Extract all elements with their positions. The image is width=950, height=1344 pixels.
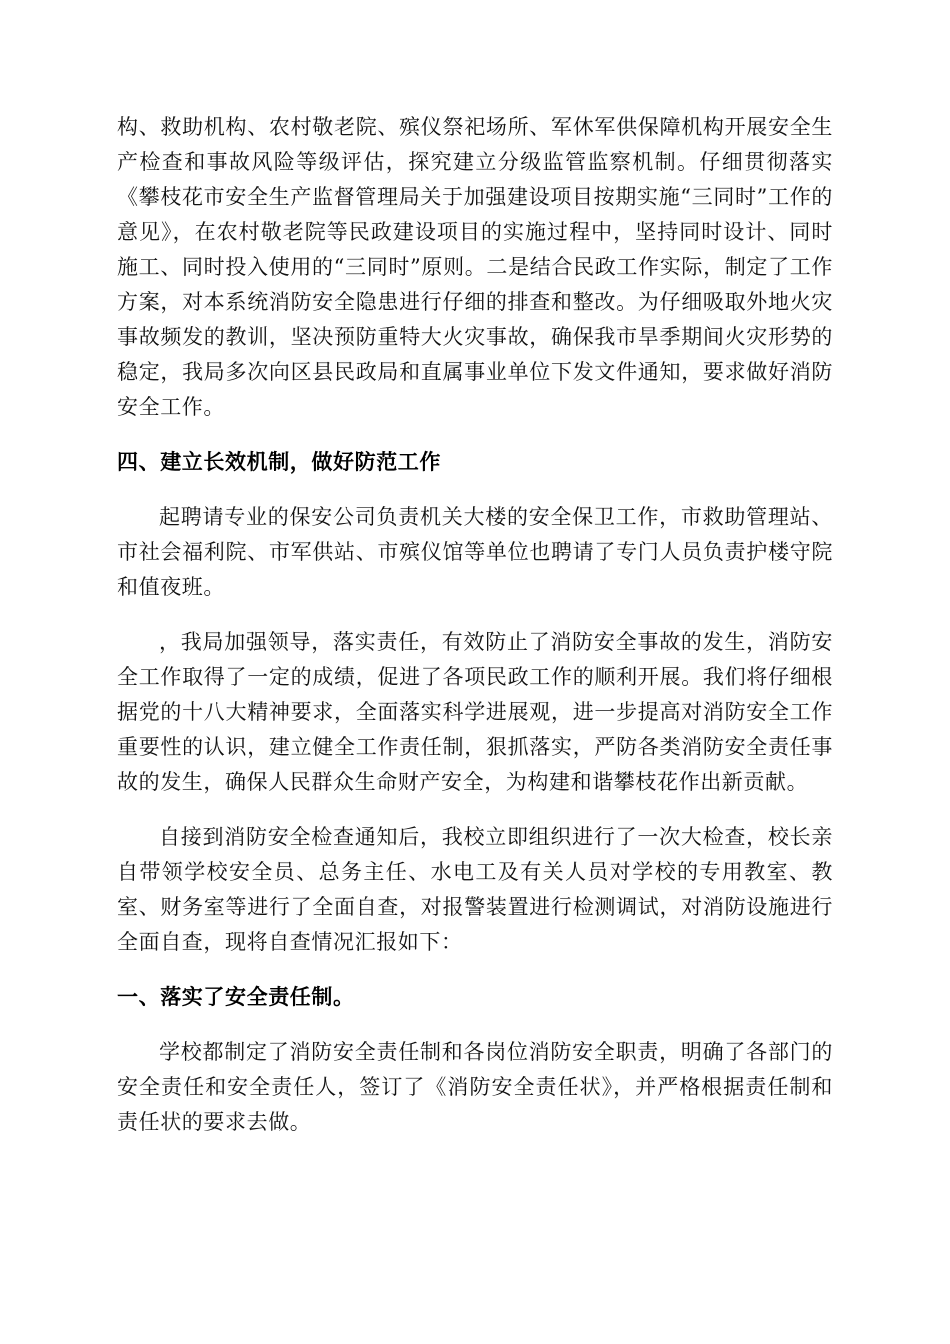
section-heading-one: 一、落实了安全责任制。 [117,985,355,1009]
paragraph-leadership-results: ，我局加强领导，落实责任，有效防止了消防安全事故的发生，消防安全工作取得了一定的成绩，促进了各项民政工作的顺利开展。我们将仔细根据党的十八大精神要求，全面落实科学进展观，进一步提高对消防安全工作重要性的认识，建立健全工作责任制，狠抓落实，严防各类消防安全责任事故的发生，确保人民群众生命财产安全，为构建和谐攀枝花作出新贡献。 [117,630,833,794]
paragraph-school-inspection: 自接到消防安全检查通知后，我校立即组织进行了一次大检查，校长亲自带领学校安全员、总务主任、水电工及有关人员对学校的专用教室、教室、财务室等进行了全面自查，对报警装置进行检测调试，对消防设施进行全面自查，现将自查情况汇报如下： [117,825,833,954]
section-heading-four: 四、建立长效机制，做好防范工作 [117,450,441,474]
paragraph-security-staff: 起聘请专业的保安公司负责机关大楼的安全保卫工作，市救助管理站、市社会福利院、市军供站、市殡仪馆等单位也聘请了专门人员负责护楼守院和值夜班。 [117,505,833,599]
paragraph-intro: 构、救助机构、农村敬老院、殡仪祭祀场所、军休军供保障机构开展安全生产检查和事故风险等级评估，探究建立分级监管监察机制。仔细贯彻落实《攀枝花市安全生产监督管理局关于加强建设项目按期实施“三同时”工作的意见》，在农村敬老院等民政建设项目的实施过程中，坚持同时设计、同时施工、同时投入使用的“三同时”原则。二是结合民政工作实际，制定了工作方案，对本系统消防安全隐患进行仔细的排查和整改。为仔细吸取外地火灾事故频发的教训，坚决预防重特大火灾事故，确保我市旱季期间火灾形势的稳定，我局多次向区县民政局和直属事业单位下发文件通知，要求做好消防安全工作。 [117,115,833,419]
paragraph-responsibility-system: 学校都制定了消防安全责任制和各岗位消防安全职责，明确了各部门的安全责任和安全责任人，签订了《消防安全责任状》，并严格根据责任制和责任状的要求去做。 [117,1040,833,1134]
document-body [117,110,833,1160]
